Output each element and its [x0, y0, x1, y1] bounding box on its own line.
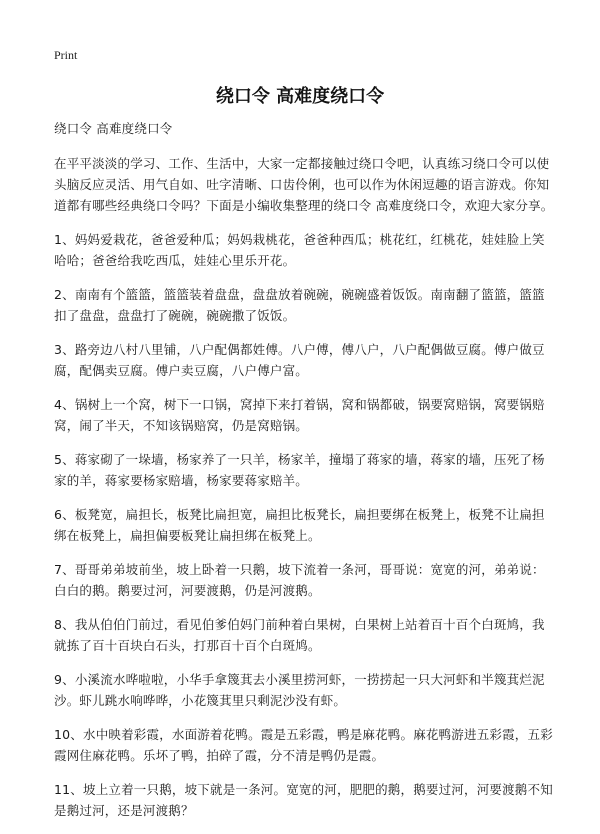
tongue-twister-7: 7、哥哥弟弟坡前坐，坡上卧着一只鹅，坡下流着一条河，哥哥说：宽宽的河，弟弟说：白白的鹅。鹅要过河，河要渡鹅，仍是河渡鹅。 [54, 562, 545, 598]
article-subtitle: 绕口令 高难度绕口令 [54, 121, 173, 136]
tongue-twister-4: 4、锅树上一个窝，树下一口锅，窝掉下来打着锅，窝和锅都破，锅要窝赔锅，窝要锅赔窝，闹了半天，不知该锅赔窝，仍是窝赔锅。 [54, 397, 545, 433]
intro-paragraph: 在平平淡淡的学习、工作、生活中，大家一定都接触过绕口令吧，认真练习绕口令可以使头脑反应灵活、用气自如、吐字清晰、口齿伶俐，也可以作为休闲逗趣的语言游戏。你知道都有哪些经典绕口令吗？下面是小编收集整理的绕口令 高难度绕口令，欢迎大家分享。 [54, 156, 554, 213]
article-body [54, 118, 554, 834]
tongue-twister-8: 8、我从伯伯门前过，看见伯爹伯妈门前种着白果树，白果树上站着百十百个白斑鸠，我就拣了百十百块白石头，打那百十百个白斑鸠。 [54, 617, 545, 653]
print-link[interactable]: Print [54, 48, 78, 62]
tongue-twister-2: 2、南南有个篮篮，篮篮装着盘盘，盘盘放着碗碗，碗碗盛着饭饭。南南翻了篮篮，篮篮扣了盘盘，盘盘打了碗碗，碗碗撒了饭饭。 [54, 287, 545, 323]
tongue-twister-11: 11、坡上立着一只鹅，坡下就是一条河。宽宽的河，肥肥的鹅，鹅要过河，河要渡鹅不知是鹅过河，还是河渡鹅？ [54, 782, 553, 818]
tongue-twister-1: 1、妈妈爱栽花，爸爸爱种瓜；妈妈栽桃花，爸爸种西瓜；桃花红，红桃花，娃娃脸上笑哈哈；爸爸给我吃西瓜，娃娃心里乐开花。 [54, 232, 545, 268]
tongue-twister-6: 6、板凳宽，扁担长，板凳比扁担宽，扁担比板凳长，扁担要绑在板凳上，板凳不让扁担绑在板凳上，扁担偏要板凳让扁担绑在板凳上。 [54, 507, 545, 543]
tongue-twister-9: 9、小溪流水哗啦啦，小华手拿篾萁去小溪里捞河虾，一捞捞起一只大河虾和半篾萁烂泥沙。虾儿跳水响哗哗，小花篾萁里只剩泥沙没有虾。 [54, 672, 545, 708]
page-title: 绕口令 高难度绕口令 [215, 86, 385, 107]
tongue-twister-3: 3、路旁边八村八里铺，八户配偶都姓傅。八户傅，傅八户，八户配偶做豆腐。傅户做豆腐，配偶卖豆腐。傅户卖豆腐，八户傅户富。 [54, 342, 545, 378]
tongue-twister-10: 10、水中映着彩霞，水面游着花鸭。霞是五彩霞，鸭是麻花鸭。麻花鸭游进五彩霞，五彩霞网住麻花鸭。乐坏了鸭，拍碎了霞，分不清是鸭仍是霞。 [54, 727, 553, 763]
tongue-twister-5: 5、蒋家砌了一垛墙，杨家养了一只羊，杨家羊，撞塌了蒋家的墙，蒋家的墙，压死了杨家的羊，蒋家要杨家赔墙，杨家要蒋家赔羊。 [54, 452, 545, 488]
